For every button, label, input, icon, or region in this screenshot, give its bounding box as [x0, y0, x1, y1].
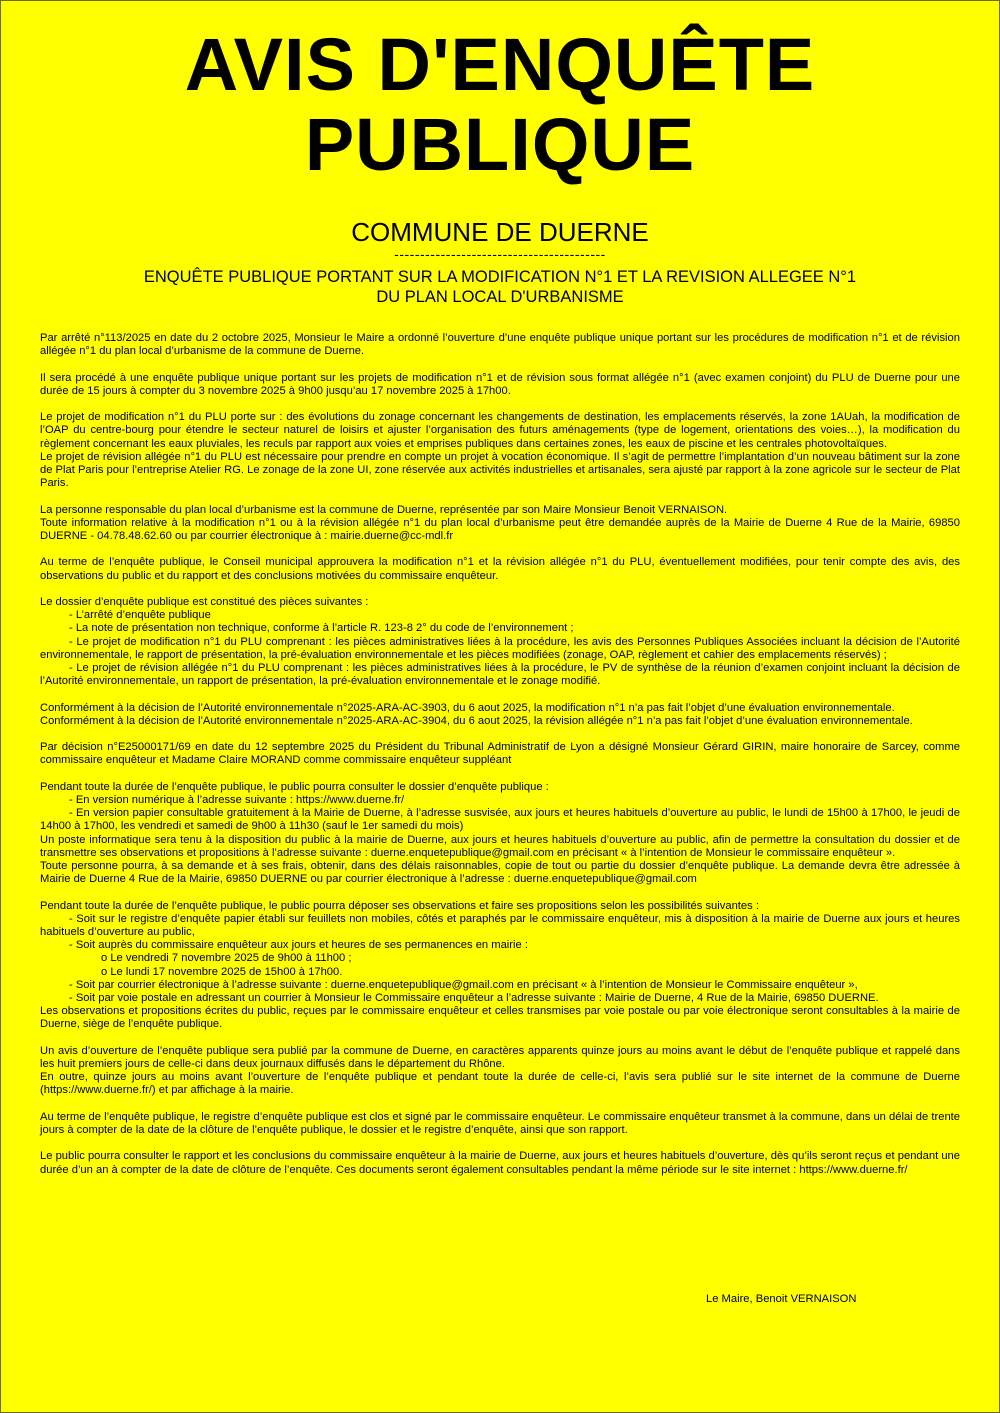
notice-body: [40, 332, 960, 1190]
paragraph-cloture: Au terme de l’enquête publique, le registre d’enquête publique est clos et signé par le commissaire enquêteur. Le commissaire enquêteur transmet à la commune, dans un délai de trente jours à compter de la date de la clôture de l’enquête publique, le dossier et le registre d’enquête, ainsi que son rapport.: [40, 1110, 960, 1137]
observations-registre: - Soit sur le registre d’enquête papier établi sur feuillets non mobiles, côtés et paraphés par le commissaire enquêteur, mis à disposition à la mairie de Duerne aux jours et heures habituels d’ouverture au public,: [40, 912, 960, 938]
paragraph-rapport: Le public pourra consulter le rapport et les conclusions du commissaire enquêteur à la mairie de Duerne, aux jours et heures habituels d’ouverture, dès qu’ils seront reçus et pendant une durée d’un an à compter de la date de clôture de l’enquête. Ces documents seront également consultables pendant la même période sur le site internet : https://www.duerne.fr/: [40, 1150, 960, 1176]
publicite-journaux: Un avis d’ouverture de l’enquête publique sera publié par la commune de Duerne, en caractères apparents quinze jours au moins avant le début de l’enquête publique et rappelé dans les huit premiers jours de celle-ci dans deux journaux diffusés dans le département du Rhône.: [40, 1044, 960, 1071]
dossier-item-modification: - Le projet de modification n°1 du PLU comprenant : les pièces administratives liées à la procédure, les avis des Personnes Publiques Associées incluant la décision de l’Autorité environnementale, le rapport de présentation, la pré-évaluation environnementale et les pièces modifiées (zonage, OAP, règlement et cahier des emplacements réservés) ;: [40, 635, 960, 661]
paragraph-commissaire: Par décision n°E25000171/69 en date du 12 septembre 2025 du Président du Tribunal Administratif de Lyon a désigné Monsieur Gérard GIRIN, maire honoraire de Sarcey, comme commissaire enquêteur et Madame Claire MORAND comme commissaire enquêteur suppléant: [40, 741, 960, 767]
notice-subtitle: [1, 267, 999, 307]
subtitle-line-1: ENQUÊTE PUBLIQUE PORTANT SUR LA MODIFICATION N°1 ET LA REVISION ALLEGEE N°1: [143, 268, 857, 286]
paragraph-responsable-text: La personne responsable du plan local d’urbanisme est la commune de Duerne, représentée par son Maire Monsieur Benoit VERNAISON.: [40, 503, 728, 516]
paragraph-dossier: [40, 596, 960, 688]
publicite-internet: En outre, quinze jours au moins avant l’ouverture de l’enquête publique et pendant toute la durée de celle-ci, l’avis sera publié sur le site internet de la commune de Duerne (https://www.duerne.fr/) et par affichage à la mairie.: [40, 1071, 960, 1097]
paragraph-contact: Toute information relative à la modification n°1 ou à la révision allégée n°1 du plan local d’urbanisme peut être demandée auprès de la Mairie de Duerne 4 Rue de la Mairie, 69850 DUERNE - 04.78.48.62.60 ou par courrier électronique à : mairie.duerne@cc-mdl.fr: [40, 516, 960, 542]
observations-consultables: Les observations et propositions écrites du public, reçues par le commissaire enquêteur et celles transmises par voie postale ou par voie électronique seront consultables à la mairie de Duerne, siège de l’enquête publique.: [40, 1005, 960, 1031]
paragraph-consultation: [40, 781, 960, 887]
permanence-vendredi: o Le vendredi 7 novembre 2025 de 9h00 à 11h00 ;: [101, 952, 352, 965]
paragraph-projets: [40, 411, 960, 490]
permanence-lundi: o Le lundi 17 novembre 2025 de 15h00 à 17h00.: [101, 965, 343, 978]
notice-title: [1, 1, 999, 185]
consultation-papier: - En version papier consultable gratuitement à la Mairie de Duerne, à l’adresse susvisée, aux jours et heures habituels d’ouverture au public, le lundi de 15h00 à 17h00, le jeudi de 14h00 à 17h00, les vendredi et samedi de 9h00 à 11h30 (sauf le 1er samedi du mois): [40, 807, 960, 833]
observations-courriel: - Soit par courrier électronique à l’adresse suivante : duerne.enquetepublique@gmail.com en précisant « à l’intention de Monsieur le Commissaire enquêteur »,: [69, 978, 858, 991]
consultation-copie: Toute personne pourra, à sa demande et à ses frais, obtenir, dans des délais raisonnables, copie de tout ou partie du dossier d’enquête publique. La demande devra être adressée à Mairie de Duerne 4 Rue de la Mairie, 69850 DUERNE ou par courrier électronique à l’adresse : duerne.enquetepublique@gmail.com: [40, 860, 960, 886]
subtitle-line-2: DU PLAN LOCAL D'URBANISME: [376, 288, 624, 306]
autorite-modification: Conformément à la décision de l’Autorité environnementale n°2025-ARA-AC-3903, du 6 aout 2025, la modification n°1 n’a pas fait l’objet d’une évaluation environnementale.: [40, 701, 895, 714]
paragraph-arrete: Par arrêté n°113/2025 en date du 2 octobre 2025, Monsieur le Maire a ordonné l’ouverture d’une enquête publique unique portant sur les procédures de modification n°1 et de révision allégée n°1 du plan local d’urbanisme de la commune de Duerne.: [40, 332, 960, 358]
dossier-item-note: - La note de présentation non technique, conforme à l’article R. 123-8 2° du code de l’environnement ;: [69, 622, 574, 635]
dossier-intro: Le dossier d’enquête publique est constitué des pièces suivantes :: [40, 595, 369, 608]
dossier-item-revision: - Le projet de révision allégée n°1 du PLU comprenant : les pièces administratives liées à la procédure, le PV de synthèse de la réunion d’examen conjoint incluant la décision de l’Autorité environnementale, un rapport de présentation, la pré-évaluation environnementale et le zonage modifié.: [40, 662, 960, 688]
paragraph-publicite: [40, 1045, 960, 1098]
paragraph-responsable: [40, 504, 960, 544]
autorite-revision: Conformément à la décision de l’Autorité environnementale n°2025-ARA-AC-3904, du 6 aout 2025, la révision allégée n°1 n’a pas fait l’objet d’une évaluation environnementale.: [40, 714, 913, 727]
consultation-intro: Pendant toute la durée de l’enquête publique, le public pourra consulter le dossier d’enquête publique :: [40, 780, 549, 793]
separator-dashes: -----------------------------------------: [394, 246, 606, 262]
consultation-poste: Un poste informatique sera tenu à la disposition du public à la mairie de Duerne, aux jours et heures habituels d’ouverture au public, afin de permettre la consultation du dossier et de transmettre ses observations et propositions à l’adresse suivante : duerne.enquetepublique@gmail.com en précisant « à l’intention de Monsieur le commissaire enquêteur ».: [40, 833, 960, 859]
observations-postale: - Soit par voie postale en adressant un courrier à Monsieur le Commissaire enquêteur a l’adresse suivante : Mairie de Duerne, 4 Rue de la Mairie, 69850 DUERNE.: [69, 992, 879, 1005]
signature: Le Maire, Benoit VERNAISON: [706, 1293, 857, 1305]
paragraph-revision: Le projet de révision allégée n°1 du PLU est nécessaire pour prendre en compte un projet à vocation économique. Il s’agit de permettre l’implantation d’un nouveau bâtiment sur la zone de Plat Paris pour l’entreprise Atelier RG. Le zonage de la zone UI, zone réservée aux activités industrielles et artisanales, sera ajusté par rapport à la zone agricole sur le secteur de Plat Paris.: [40, 450, 960, 490]
title-line-2: PUBLIQUE: [304, 103, 696, 186]
paragraph-duree: Il sera procédé à une enquête publique unique portant sur les projets de modification n°1 et de révision sous format allégée n°1 (avec examen conjoint) du PLU de Duerne pour une durée de 15 jours à compter du 3 novembre 2025 à 9h00 jusqu’au 17 novembre 2025 à 17h00.: [40, 371, 960, 397]
commune-heading: COMMUNE DE DUERNE: [351, 217, 649, 247]
dossier-item-arrete: - L’arrêté d’enquête publique: [69, 609, 211, 622]
paragraph-autorite: [40, 702, 960, 728]
observations-intro: Pendant toute la durée de l’enquête publique, le public pourra déposer ses observations et faire ses propositions selon les possibilités suivantes :: [40, 899, 759, 912]
consultation-numerique: - En version numérique à l’adresse suivante : https://www.duerne.fr/: [69, 793, 405, 806]
observations-permanences: - Soit auprès du commissaire enquêteur aux jours et heures de ses permanences en mairie :: [69, 939, 528, 952]
paragraph-observations: [40, 900, 960, 1032]
paragraph-approbation: Au terme de l’enquête publique, le Conseil municipal approuvera la modification n°1 et la révision allégée n°1 du PLU, éventuellement modifiées, pour tenir compte des avis, des observations du public et du rapport et des conclusions motivées du commissaire enquêteur.: [40, 556, 960, 582]
title-line-1: AVIS D'ENQUÊTE: [184, 23, 816, 106]
paragraph-modification: Le projet de modification n°1 du PLU porte sur : des évolutions du zonage concernant les changements de destination, les emplacements réservés, la zone 1AUah, la modification de l’OAP du centre-bourg pour étendre le secteur naturel de loisirs et ajuster l’organisation des futurs aménagements (type de logement, orientations des voies…), la modification du règlement concernant les eaux pluviales, les reculs par rapport aux voies et emprises publiques dans certaines zones, les eaux de piscine et les centrales photovoltaïques.: [40, 411, 960, 450]
